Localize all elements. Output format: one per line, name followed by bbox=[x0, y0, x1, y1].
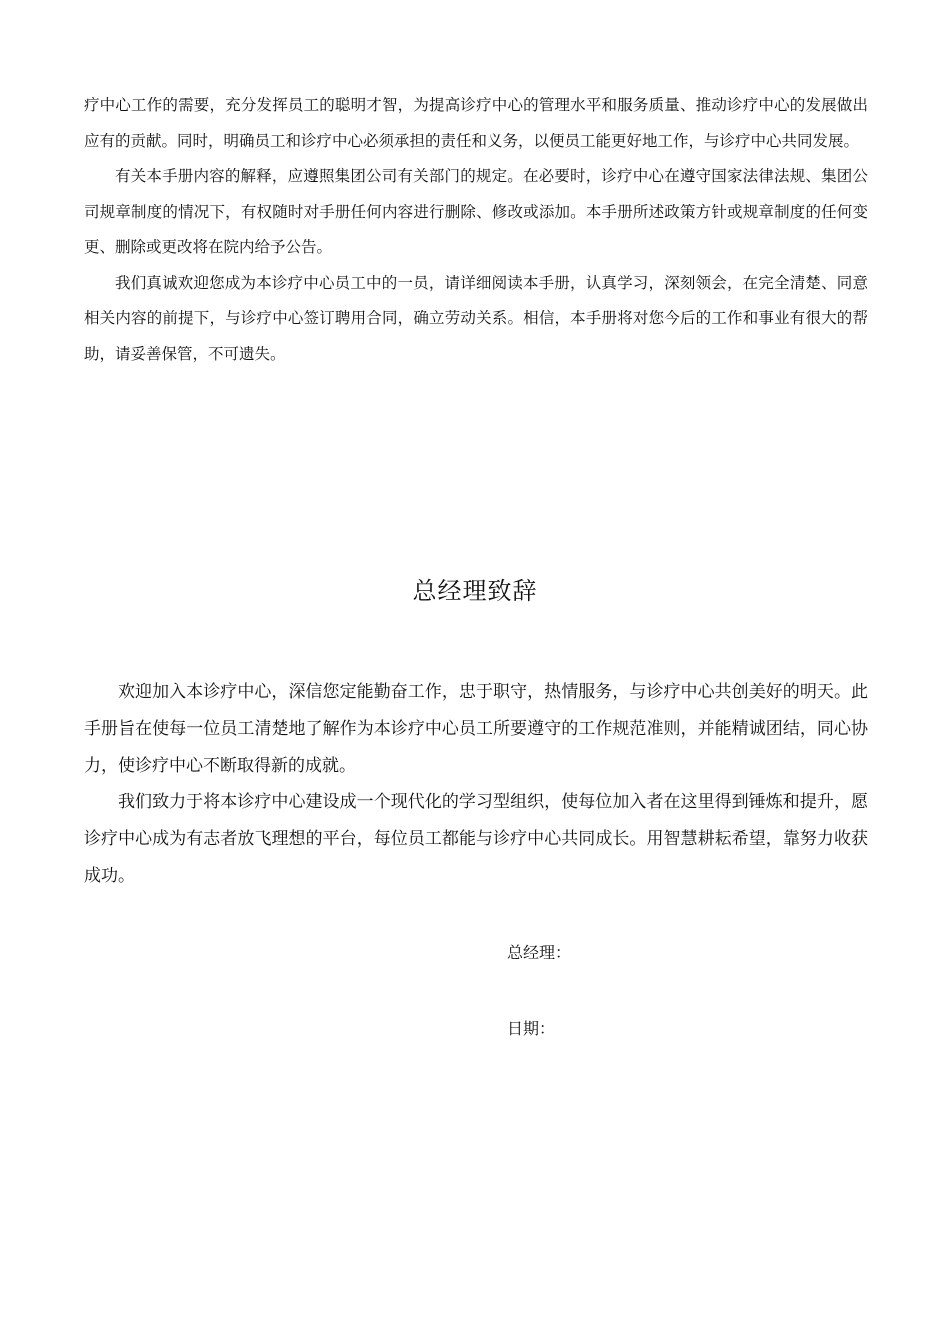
speech-paragraph-welcome: 欢迎加入本诊疗中心，深信您定能勤奋工作，忠于职守，热情服务，与诊疗中心共创美好的明天。此手册旨在使每一位员工清楚地了解作为本诊疗中心员工所要遵守的工作规范准则，并能精诚团结，同心协力，使诊疗中心不断取得新的成就。 bbox=[84, 682, 868, 776]
intro-paragraph-welcome: 我们真诚欢迎您成为本诊疗中心员工中的一员，请详细阅读本手册，认真学习，深刻领会，在完全清楚、同意相关内容的前提下，与诊疗中心签订聘用合同，确立劳动关系。相信，本手册将对您今后的工作和事业有很大的帮助，请妥善保管，不可遗失。 bbox=[84, 273, 868, 363]
speech-section bbox=[84, 674, 868, 895]
general-manager-label: 总经理： bbox=[507, 943, 572, 962]
speech-paragraph-mission: 我们致力于将本诊疗中心建设成一个现代化的学习型组织，使每位加入者在这里得到锤炼和提升，愿诊疗中心成为有志者放飞理想的平台，每位员工都能与诊疗中心共同成长。用智慧耕耘希望，靠努力收获成功。 bbox=[84, 792, 868, 886]
intro-paragraph-interpretation: 有关本手册内容的解释，应遵照集团公司有关部门的规定。在必要时，诊疗中心在遵守国家法律法规、集团公司规章制度的情况下，有权随时对手册任何内容进行删除、修改或添加。本手册所述政策方针或规章制度的任何变更、删除或更改将在院内给予公告。 bbox=[84, 167, 868, 256]
intro-paragraph-continuation: 疗中心工作的需要，充分发挥员工的聪明才智，为提高诊疗中心的管理水平和服务质量、推动诊疗中心的发展做出应有的贡献。同时，明确员工和诊疗中心必须承担的责任和义务，以便员工能更好地工作，与诊疗中心共同发展。 bbox=[84, 96, 868, 150]
date-label: 日期： bbox=[507, 1019, 556, 1038]
intro-section bbox=[84, 88, 868, 372]
speech-title: 总经理致辞 bbox=[412, 577, 538, 605]
